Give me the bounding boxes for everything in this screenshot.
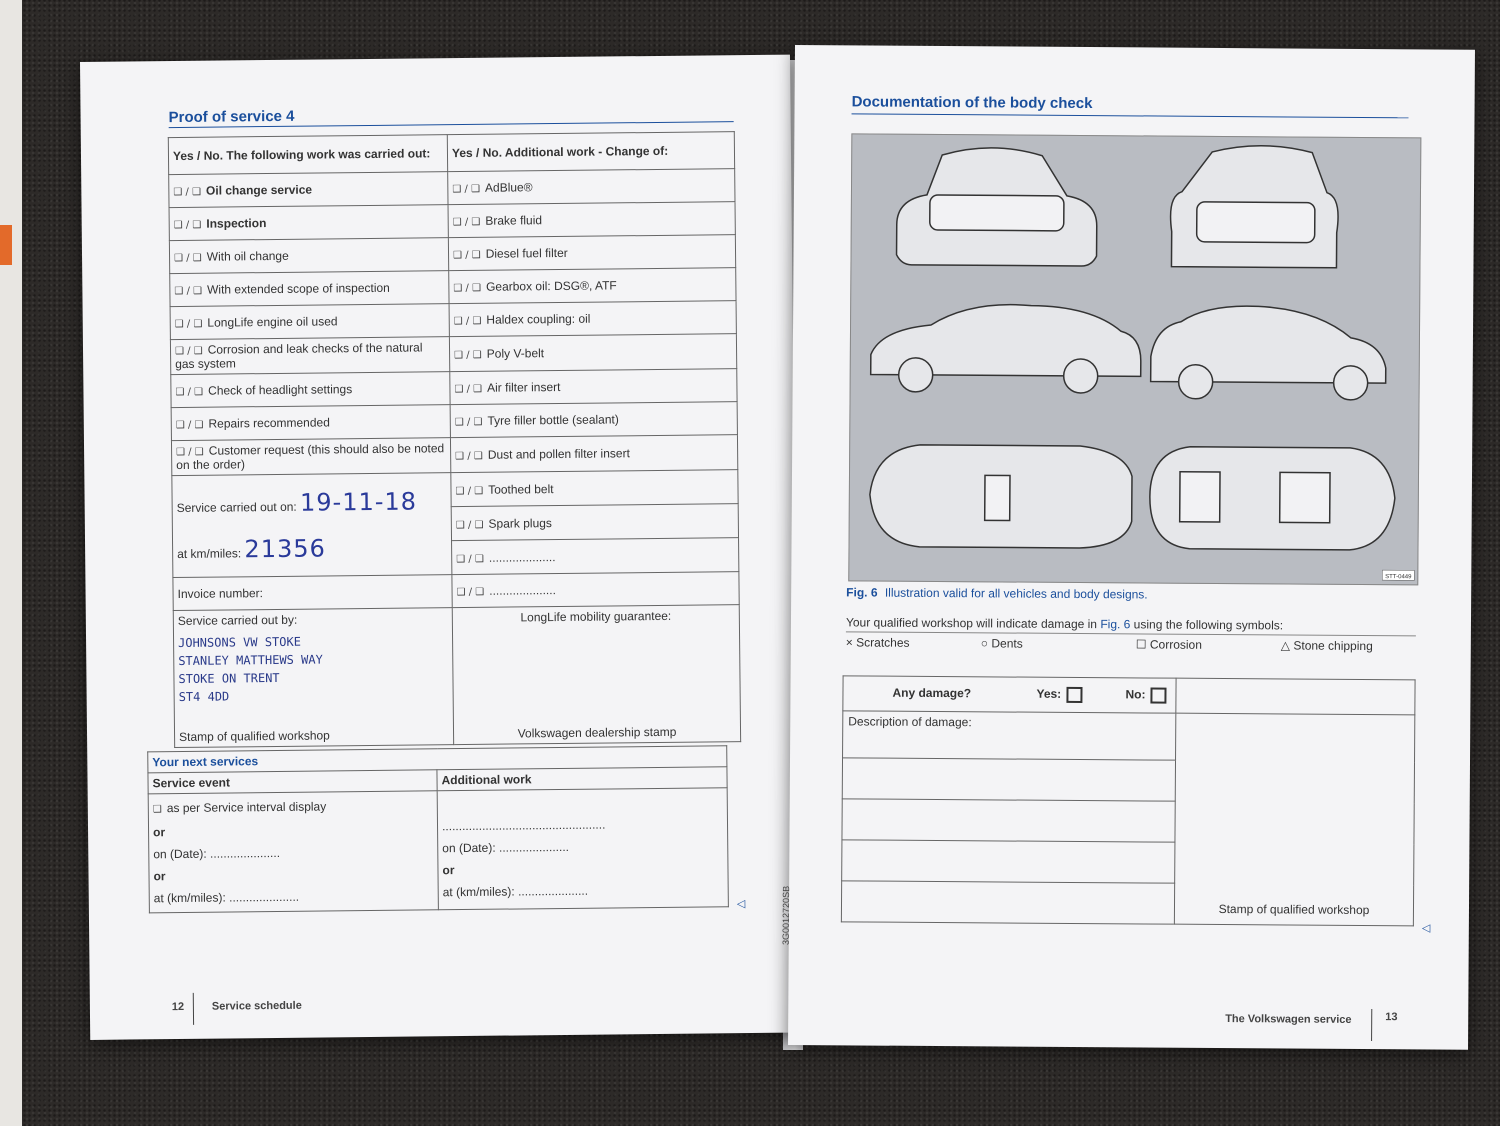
description-line-3[interactable]	[842, 840, 1175, 883]
next-services-table	[147, 745, 729, 913]
orange-tab	[0, 225, 12, 265]
service-item-left[interactable]: ❑ / ❑ Repairs recommended	[171, 405, 450, 441]
additional-item-right[interactable]: ❑ / ❑ Haldex coupling: oil	[449, 301, 736, 337]
symbols-intro: Your qualified workshop will indicate damage in Fig. 6 using the following symbols:	[846, 615, 1416, 636]
service-date-value[interactable]: 19-11-18	[299, 486, 418, 517]
right-page-number: 13	[1385, 1011, 1398, 1024]
additional-item-right[interactable]: ❑ / ❑ Diesel fuel filter	[448, 235, 735, 271]
workshop-address: JOHNSONS VW STOKE STANLEY MATTHEWS WAY STOKE ON TRENT ST4 4DD	[178, 634, 323, 705]
description-line-2[interactable]	[842, 799, 1175, 842]
carried-out-by-cell[interactable]	[173, 608, 453, 748]
damage-question-cell	[843, 676, 1176, 713]
date-km-cell	[172, 473, 452, 578]
extra-row-3[interactable]: ❑ / ❑ ....................	[452, 538, 739, 575]
no-checkbox[interactable]	[1150, 687, 1166, 703]
description-line-4[interactable]	[841, 881, 1174, 924]
yes-label: Yes:	[1036, 686, 1062, 702]
km-value[interactable]: 21356	[244, 533, 326, 563]
stamp-header-cell	[1176, 678, 1415, 715]
service-item-left[interactable]: ❑ / ❑ Oil change service	[169, 172, 448, 208]
service-item-left[interactable]: ❑ / ❑ Inspection	[169, 205, 448, 241]
figure-caption	[846, 585, 1148, 601]
fig-link[interactable]: Fig. 6	[1100, 617, 1131, 632]
service-event-header: Service event	[148, 770, 437, 794]
yes-checkbox[interactable]	[1066, 687, 1082, 703]
service-item-left[interactable]: ❑ / ❑ Customer request (this should also be noted on the order)	[171, 438, 450, 476]
body-check-title: Documentation of the body check	[851, 93, 1093, 113]
left-edge-booklet	[0, 0, 22, 1126]
invoice-number-cell[interactable]: Invoice number:	[173, 575, 452, 611]
damage-stamp-cell	[1174, 713, 1414, 926]
description-line-1[interactable]	[842, 758, 1175, 801]
page-title: Proof of service 4	[168, 107, 295, 127]
carried-out-by-label: Service carried out by:	[177, 612, 298, 629]
symbol-dents: ○ Dents	[980, 636, 1023, 651]
any-damage-label: Any damage?	[892, 685, 972, 701]
damage-stamp-label: Stamp of qualified workshop	[1218, 901, 1370, 918]
service-event-cell[interactable]: ❏ as per Service interval display or on (Date): ..................... or at (km/miles): .....................	[148, 791, 438, 913]
service-row	[171, 435, 737, 476]
additional-item-right[interactable]: ❑ / ❑ Dust and pollen filter insert	[450, 435, 737, 473]
stamp-label: Stamp of qualified workshop	[179, 728, 330, 744]
side-code: 3G0012720SB	[780, 885, 792, 945]
additional-item-right[interactable]: ❑ / ❑ Tyre filler bottle (sealant)	[450, 402, 737, 438]
right-footer-section: The Volkswagen service	[1225, 1013, 1352, 1026]
service-row	[170, 334, 736, 375]
left-page	[80, 55, 800, 1040]
dealer-stamp-label: Volkswagen dealership stamp	[517, 724, 677, 741]
additional-item-right[interactable]: ❑ / ❑ Gearbox oil: DSG®, ATF	[449, 268, 736, 304]
damage-table	[841, 675, 1416, 926]
additional-work-cell[interactable]: ................................................. on (Date): ..................... or at (km/miles): .....................	[437, 788, 728, 910]
symbol-stone-chipping: △ Stone chipping	[1280, 638, 1373, 654]
service-item-left[interactable]: ❑ / ❑ With extended scope of inspection	[170, 271, 449, 307]
next-services-title: Your next services	[148, 746, 727, 773]
description-label: Description of damage:	[843, 711, 1176, 760]
continue-arrow-icon: ◁	[736, 898, 746, 911]
symbol-corrosion: ☐ Corrosion	[1135, 637, 1202, 652]
car-outlines	[849, 134, 1420, 584]
additional-item-right[interactable]: ❑ / ❑ AdBlue®	[448, 169, 735, 205]
figure-caption-text: Illustration valid for all vehicles and body designs.	[884, 585, 1148, 602]
service-item-left[interactable]: ❑ / ❑ Corrosion and leak checks of the natural gas system	[170, 337, 449, 375]
body-check-rule	[852, 113, 1409, 118]
svg-text:STT-0449: STT-0449	[1385, 574, 1412, 581]
col1-header: Yes / No. The following work was carried out:	[168, 135, 447, 175]
extra-row-1[interactable]: ❑ / ❑ Toothed belt	[451, 470, 738, 507]
no-label: No:	[1125, 687, 1146, 702]
service-item-left[interactable]: ❑ / ❑ With oil change	[169, 238, 448, 274]
mobility-cell	[452, 605, 740, 745]
mobility-label: LongLife mobility guarantee:	[520, 608, 672, 625]
col2-header: Yes / No. Additional work - Change of:	[447, 132, 734, 172]
right-page	[780, 45, 1475, 1050]
service-table	[168, 131, 741, 748]
extra-row-4[interactable]: ❑ / ❑ ....................	[452, 572, 739, 608]
additional-item-right[interactable]: ❑ / ❑ Brake fluid	[448, 202, 735, 238]
additional-work-header: Additional work	[437, 767, 727, 791]
service-item-left[interactable]: ❑ / ❑ LongLife engine oil used	[170, 304, 449, 340]
km-label: at km/miles:	[177, 545, 242, 561]
right-footer-divider	[1371, 1009, 1372, 1041]
page-number: 12	[171, 1000, 185, 1014]
car-illustration	[848, 133, 1421, 585]
figure-label: Fig. 6	[846, 585, 878, 600]
symbol-scratches: × Scratches	[845, 635, 910, 650]
footer-section: Service schedule	[211, 999, 302, 1013]
service-item-left[interactable]: ❑ / ❑ Check of headlight settings	[171, 372, 450, 408]
continue-arrow-right-icon: ◁	[1421, 922, 1431, 935]
footer-divider	[193, 993, 194, 1025]
service-date-label: Service carried out on:	[176, 499, 297, 515]
additional-item-right[interactable]: ❑ / ❑ Air filter insert	[450, 369, 737, 405]
extra-row-2[interactable]: ❑ / ❑ Spark plugs	[451, 504, 738, 541]
additional-item-right[interactable]: ❑ / ❑ Poly V-belt	[449, 334, 736, 372]
